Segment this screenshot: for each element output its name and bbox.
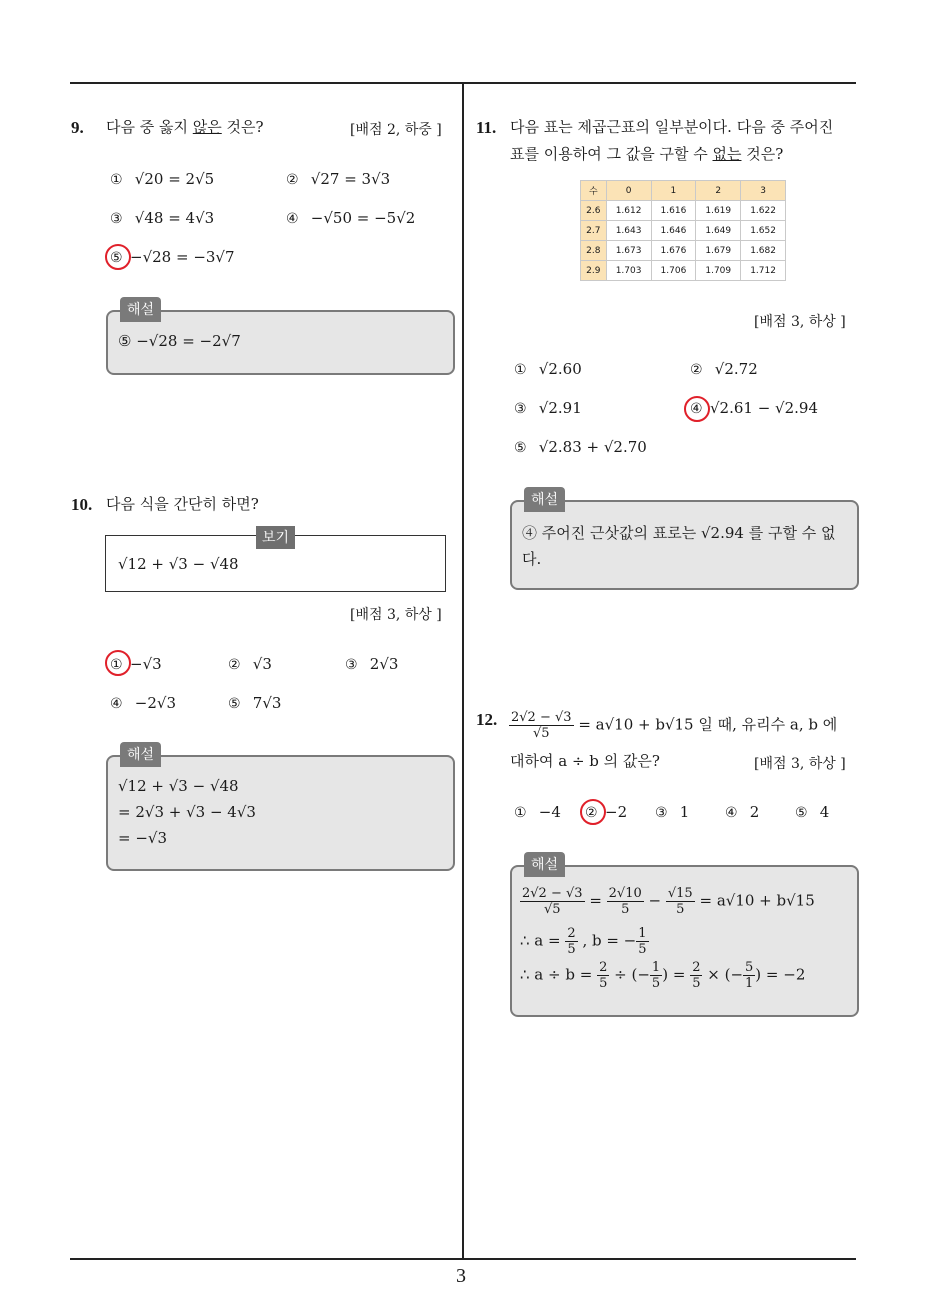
choice-4[interactable]: ④ −√50 = −5√2: [286, 209, 416, 227]
explanation-line: √12 + √3 − √48: [118, 777, 239, 795]
choice-3[interactable]: ③ 1: [655, 803, 690, 821]
choice-1[interactable]: ① −√3: [110, 655, 162, 673]
choice-2[interactable]: ② √2.72: [690, 360, 758, 378]
table-header-row: [581, 181, 786, 201]
explanation-line: ∴ a = $\frac{2}{5}$ , b = − $\frac{1}{5}$: [520, 926, 647, 957]
table-row: [581, 241, 786, 261]
table-header-cell: 0: [606, 181, 651, 201]
table-cell: 1.616: [651, 201, 696, 221]
table-cell: 1.676: [651, 241, 696, 261]
column-divider: [462, 82, 464, 1260]
choice-2[interactable]: ② √3: [228, 655, 272, 673]
question-stem: 다음 식을 간단히 하면?: [106, 495, 259, 513]
question-stem-line2: 표를 이용하여 그 값을 구할 수 없는 것은?: [510, 145, 784, 163]
stem-fraction: $\frac{2√2 - √3}{√5}$: [511, 710, 572, 741]
question-number: 9.: [71, 118, 84, 137]
choice-2[interactable]: ② −2: [585, 803, 628, 821]
explanation-line: ∴ a ÷ b = $\frac{2}{5}$ ÷ (− $\frac{1}{5}$ ) = $\frac{2}{5}$ × (− $\frac{5}{1}$ ) = −2: [520, 960, 806, 991]
table-row: [581, 261, 786, 281]
square-root-table: [580, 180, 786, 281]
explanation-tag: 해설: [524, 487, 565, 512]
table-row-header: 2.6: [581, 201, 607, 221]
table-cell: 1.712: [741, 261, 786, 281]
choice-4[interactable]: ④ 2: [725, 803, 760, 821]
question-stem: 다음 표는 제곱근표의 일부분이다. 다음 중 주어진: [510, 118, 834, 136]
table-row: [581, 201, 786, 221]
choice-5[interactable]: ⑤ √2.83 + √2.70: [514, 438, 647, 456]
table-cell: 1.703: [606, 261, 651, 281]
answer-circle-mark: [580, 799, 606, 825]
score-meta: [배점 2, 하중 ]: [350, 122, 442, 138]
page-number: 3: [456, 1265, 466, 1287]
explanation-box: [510, 500, 859, 590]
choice-5[interactable]: ⑤ 4: [795, 803, 830, 821]
choice-4[interactable]: ④ √2.61 − √2.94: [690, 399, 819, 417]
explanation-line: = 2√3 + √3 − 4√3: [118, 803, 256, 821]
table-row-header: 2.8: [581, 241, 607, 261]
question-number: 11.: [476, 118, 497, 137]
table-cell: 1.679: [696, 241, 741, 261]
question-stem-line2: 대하여 a ÷ b 의 값은?: [510, 752, 660, 770]
table-cell: 1.649: [696, 221, 741, 241]
table-header-cell: 2: [696, 181, 741, 201]
table-cell: 1.622: [741, 201, 786, 221]
explanation-line: $\frac{2√2 - √3}{√5}$ = $\frac{2√10}{5}$ − $\frac{√15}{5}$ = a√10 + b√15: [522, 886, 815, 917]
choice-5[interactable]: ⑤ 7√3: [228, 694, 282, 712]
score-meta: [배점 3, 하상 ]: [754, 314, 846, 330]
choice-1[interactable]: ① √20 = 2√5: [110, 170, 215, 188]
answer-circle-mark: [105, 650, 131, 676]
explanation-line: ④ 주어진 근삿값의 표로는 √2.94 를 구할 수 없: [522, 524, 836, 542]
choice-1[interactable]: ① √2.60: [514, 360, 582, 378]
explanation-tag: 해설: [120, 297, 161, 322]
table-cell: 1.643: [606, 221, 651, 241]
table-cell: 1.709: [696, 261, 741, 281]
question-number: 12.: [476, 710, 498, 729]
table-header-cell: 3: [741, 181, 786, 201]
choice-5[interactable]: ⑤ −√28 = −3√7: [110, 248, 235, 266]
table-cell: 1.682: [741, 241, 786, 261]
score-meta: [배점 3, 하상 ]: [350, 607, 442, 623]
table-cell: 1.646: [651, 221, 696, 241]
question-stem: 다음 중 옳지 않은 것은?: [106, 118, 264, 136]
question-stem: $\frac{2√2 - √3}{√5}$ = a√10 + b√15 일 때, 유리수 a, b 에: [511, 710, 838, 741]
answer-circle-mark: [105, 244, 131, 270]
table-header-cell: 수: [581, 181, 607, 201]
score-meta: [배점 3, 하상 ]: [754, 756, 846, 772]
bottom-rule: [70, 1258, 856, 1260]
table-cell: 1.673: [606, 241, 651, 261]
choice-3[interactable]: ③ √2.91: [514, 399, 582, 417]
table-cell: 1.652: [741, 221, 786, 241]
explanation-tag: 해설: [524, 852, 565, 877]
table-row-header: 2.9: [581, 261, 607, 281]
answer-circle-mark: [684, 396, 710, 422]
explanation-tag: 해설: [120, 742, 161, 767]
explanation-line: ⑤ −√28 = −2√7: [118, 332, 241, 350]
bogi-expression: √12 + √3 − √48: [118, 555, 239, 573]
choice-3[interactable]: ③ 2√3: [345, 655, 399, 673]
table-cell: 1.706: [651, 261, 696, 281]
table-header-cell: 1: [651, 181, 696, 201]
question-number: 10.: [71, 495, 93, 514]
table-row-header: 2.7: [581, 221, 607, 241]
explanation-line: = −√3: [118, 829, 168, 847]
table-row: [581, 221, 786, 241]
table-cell: 1.612: [606, 201, 651, 221]
choice-2[interactable]: ② √27 = 3√3: [286, 170, 391, 188]
choice-3[interactable]: ③ √48 = 4√3: [110, 209, 215, 227]
explanation-line: 다.: [522, 550, 542, 568]
choice-4[interactable]: ④ −2√3: [110, 694, 176, 712]
bogi-tag: 보기: [256, 526, 295, 549]
table-cell: 1.619: [696, 201, 741, 221]
choice-1[interactable]: ① −4: [514, 803, 561, 821]
